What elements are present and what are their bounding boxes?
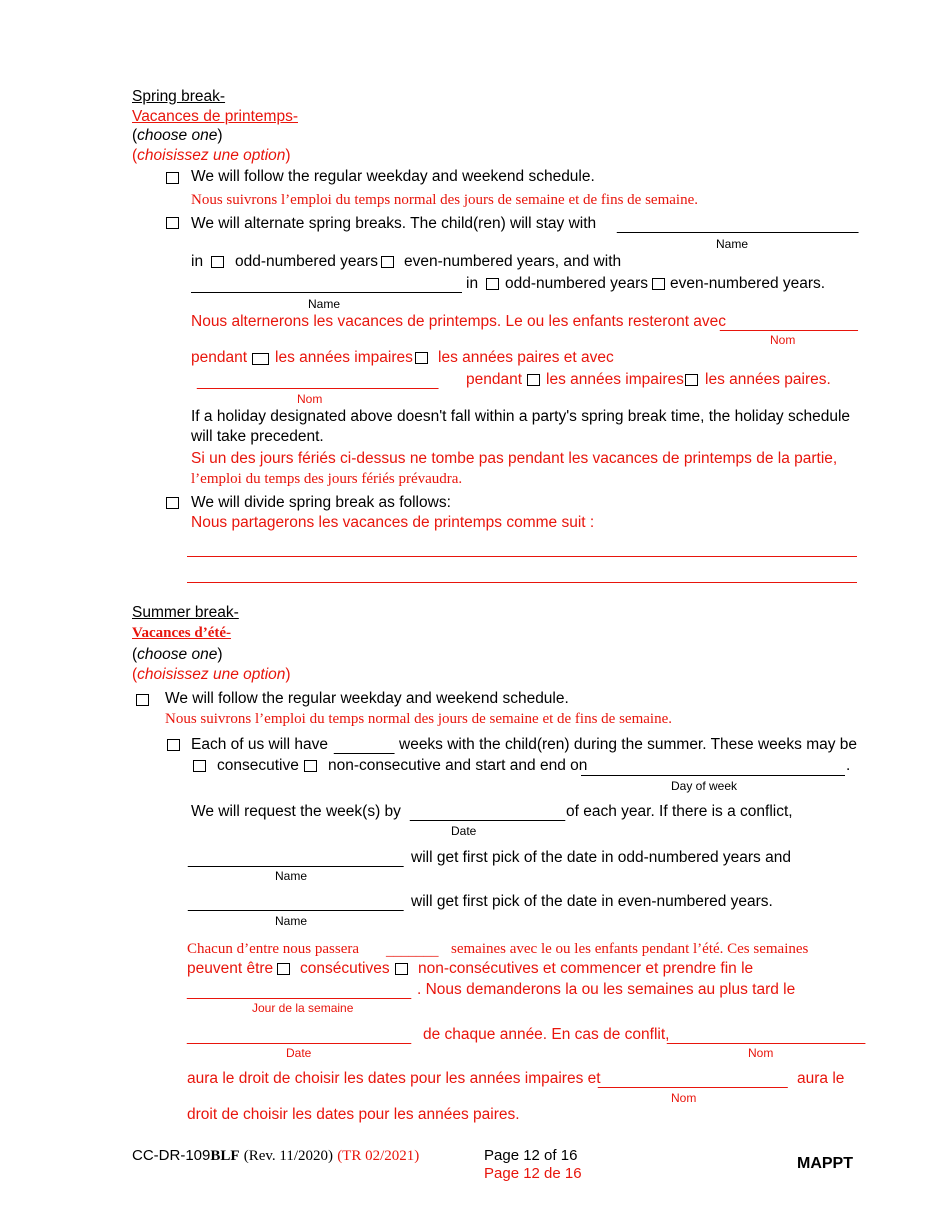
spring-opt3-line-2[interactable]: [187, 582, 857, 583]
spring-opt3-text: We will divide spring break as follows:: [191, 494, 451, 511]
summer-pick-odd: will get first pick of the date in odd-numbered years and: [411, 849, 791, 866]
spring-heading-fr: Vacances de printemps-: [132, 108, 298, 125]
summer-nonconsecutive: non-consecutive and start and end on: [328, 757, 588, 774]
spring-opt2-even-checkbox[interactable]: [381, 256, 394, 268]
summer-dayofweek-line[interactable]: [581, 775, 845, 776]
summer-fr-nonconsecutives-checkbox[interactable]: [395, 963, 408, 975]
spring-heading: Spring break-: [132, 88, 226, 105]
spring-opt3-line-1[interactable]: [187, 556, 857, 557]
summer-dayofweek-label: Day of week: [671, 779, 738, 793]
spring-opt2-name-label: Name: [716, 237, 749, 251]
summer-fr-consecutives-checkbox[interactable]: [277, 963, 290, 975]
spring-holiday-note-1: If a holiday designated above doesn't fall within a party's spring break time, the holiday schedule: [191, 408, 851, 425]
summer-fr-peuvent: peuvent être: [187, 960, 274, 977]
summer-fr-nom-blank[interactable]: _______________________: [667, 1028, 866, 1045]
summer-fr-date-blank[interactable]: __________________________: [187, 1028, 412, 1045]
summer-fr-nonconsecutives: non-consécutives et commencer et prendre fin le: [418, 960, 754, 977]
spring-opt2-fr-pendant2: pendant: [466, 371, 523, 388]
summer-choose-fr: (choisissez une option): [132, 666, 291, 683]
spring-opt1-checkbox[interactable]: [166, 172, 179, 184]
footer-page-en: Page 12 of 16: [484, 1147, 578, 1164]
spring-holiday-note-fr-2: l’emploi du temps des jours fériés prévaudra.: [191, 471, 463, 487]
spring-holiday-note-fr-1: Si un des jours fériés ci-dessus ne tombe pas pendant les vacances de printemps de la partie,: [191, 450, 838, 467]
spring-opt2-in2: in: [466, 275, 479, 292]
summer-consecutive: consecutive: [217, 757, 299, 774]
spring-opt2-odd2: odd-numbered years: [505, 275, 649, 292]
spring-opt2-name-line2[interactable]: [191, 292, 462, 293]
footer-form-id: CC-DR-109BLF (Rev. 11/2020) (TR 02/2021): [132, 1147, 420, 1164]
summer-pick-name1: Name: [275, 869, 308, 883]
spring-opt2-odd-checkbox[interactable]: [211, 256, 224, 268]
summer-choose: (choose one): [132, 646, 223, 663]
summer-pick-name2: Name: [275, 914, 308, 928]
spring-opt2-name-label2: Name: [308, 297, 341, 311]
spring-opt1-text-fr: Nous suivrons l’emploi du temps normal des jours de semaine et de fins de semaine.: [191, 192, 698, 208]
summer-fr-nom-label: Nom: [748, 1046, 774, 1060]
footer-page-fr: Page 12 de 16: [484, 1165, 582, 1182]
spring-opt2-fr-paires-avec: les années paires et avec: [438, 349, 614, 366]
spring-opt2-fr-paires2-checkbox[interactable]: [685, 374, 698, 386]
summer-pick-even: will get first pick of the date in even-numbered years.: [411, 893, 773, 910]
summer-fr-droit-a: aura le droit de choisir les dates pour les années impaires et: [187, 1070, 601, 1087]
spring-opt1-text: We will follow the regular weekday and weekend schedule.: [191, 168, 595, 185]
spring-opt2-checkbox[interactable]: [166, 217, 179, 229]
spring-choose-fr: (choisissez une option): [132, 147, 291, 164]
summer-fr-chaque: de chaque année. En cas de conflit,: [423, 1026, 670, 1043]
summer-fr-day-blank[interactable]: __________________________: [187, 983, 412, 1000]
footer-tag: MAPPT: [797, 1155, 853, 1172]
spring-opt2-fr-impaires-checkbox[interactable]: [252, 353, 269, 365]
summer-fr-consecutives: consécutives: [300, 960, 390, 977]
summer-pick-odd-blank[interactable]: _________________________: [188, 851, 404, 868]
spring-choose: (choose one): [132, 127, 223, 144]
summer-opt2-text-a: Each of us will have: [191, 736, 328, 753]
summer-opt1-text: We will follow the regular weekday and weekend schedule.: [165, 690, 569, 707]
summer-request-b: of each year. If there is a conflict,: [566, 803, 793, 820]
summer-heading-fr: Vacances d’été-: [132, 625, 232, 641]
summer-pick-even-blank[interactable]: _________________________: [188, 895, 404, 912]
summer-fr-droit-b: aura le: [797, 1070, 845, 1087]
summer-opt2-text-b: weeks with the child(ren) during the summer. These weeks may be: [399, 736, 858, 753]
spring-opt2-fr-paires2: les années paires.: [705, 371, 831, 388]
spring-opt2-fr-blank2[interactable]: ____________________________: [197, 373, 439, 390]
spring-opt3-checkbox[interactable]: [166, 497, 179, 509]
spring-opt2-text: We will alternate spring breaks. The child(ren) will stay with: [191, 215, 597, 232]
spring-opt2-in: in: [191, 253, 204, 270]
summer-fr-line1a: Chacun d’entre nous passera: [187, 941, 360, 957]
spring-opt2-fr-pendant: pendant: [191, 349, 248, 366]
spring-opt2-text-fr: Nous alternerons les vacances de printemps. Le ou les enfants resteront avec: [191, 313, 727, 330]
spring-opt2-even2-checkbox[interactable]: [652, 278, 665, 290]
summer-opt1-checkbox[interactable]: [136, 694, 149, 706]
summer-consecutive-checkbox[interactable]: [193, 760, 206, 772]
summer-opt2-period: .: [846, 757, 851, 774]
spring-opt2-fr-nom: Nom: [770, 333, 796, 347]
spring-opt2-fr-nom2: Nom: [297, 392, 323, 406]
spring-opt2-even-and-with: even-numbered years, and with: [404, 253, 622, 270]
spring-opt2-odd: odd-numbered years: [235, 253, 379, 270]
spring-opt2-fr-impaires: les années impaires: [275, 349, 413, 366]
summer-fr-droit-c: droit de choisir les dates pour les années paires.: [187, 1106, 520, 1123]
spring-opt2-fr-impaires2: les années impaires: [546, 371, 684, 388]
summer-request-a: We will request the week(s) by: [191, 803, 401, 820]
spring-opt2-fr-blank[interactable]: ________________: [720, 315, 858, 332]
spring-holiday-note-2: will take precedent.: [191, 428, 324, 445]
spring-opt2-even2: even-numbered years.: [670, 275, 826, 292]
summer-fr-line1b: semaines avec le ou les enfants pendant l’été. Ces semaines: [451, 941, 809, 957]
summer-fr-jour-label: Jour de la semaine: [252, 1001, 354, 1015]
spring-opt2-fr-impaires2-checkbox[interactable]: [527, 374, 540, 386]
spring-opt2-odd2-checkbox[interactable]: [486, 278, 499, 290]
summer-request-date-blank[interactable]: __________________: [410, 805, 566, 822]
summer-weeks-blank[interactable]: _______: [334, 738, 395, 755]
summer-fr-weeks-blank[interactable]: _______: [386, 943, 439, 959]
summer-opt2-checkbox[interactable]: [167, 739, 180, 751]
summer-heading: Summer break-: [132, 604, 239, 621]
summer-request-date-label: Date: [451, 824, 477, 838]
spring-opt2-fr-paires-checkbox[interactable]: [415, 352, 428, 364]
summer-nonconsecutive-checkbox[interactable]: [304, 760, 317, 772]
summer-fr-demanderons: . Nous demanderons la ou les semaines au plus tard le: [417, 981, 796, 998]
summer-fr-nom2-blank[interactable]: ______________________: [598, 1072, 788, 1089]
summer-fr-nom2-label: Nom: [671, 1091, 697, 1105]
summer-fr-date-label: Date: [286, 1046, 312, 1060]
spring-opt2-name-blank[interactable]: ____________________________: [617, 217, 859, 234]
spring-opt3-text-fr: Nous partagerons les vacances de printemps comme suit :: [191, 514, 595, 531]
summer-opt1-text-fr: Nous suivrons l’emploi du temps normal des jours de semaine et de fins de semaine.: [165, 711, 672, 727]
